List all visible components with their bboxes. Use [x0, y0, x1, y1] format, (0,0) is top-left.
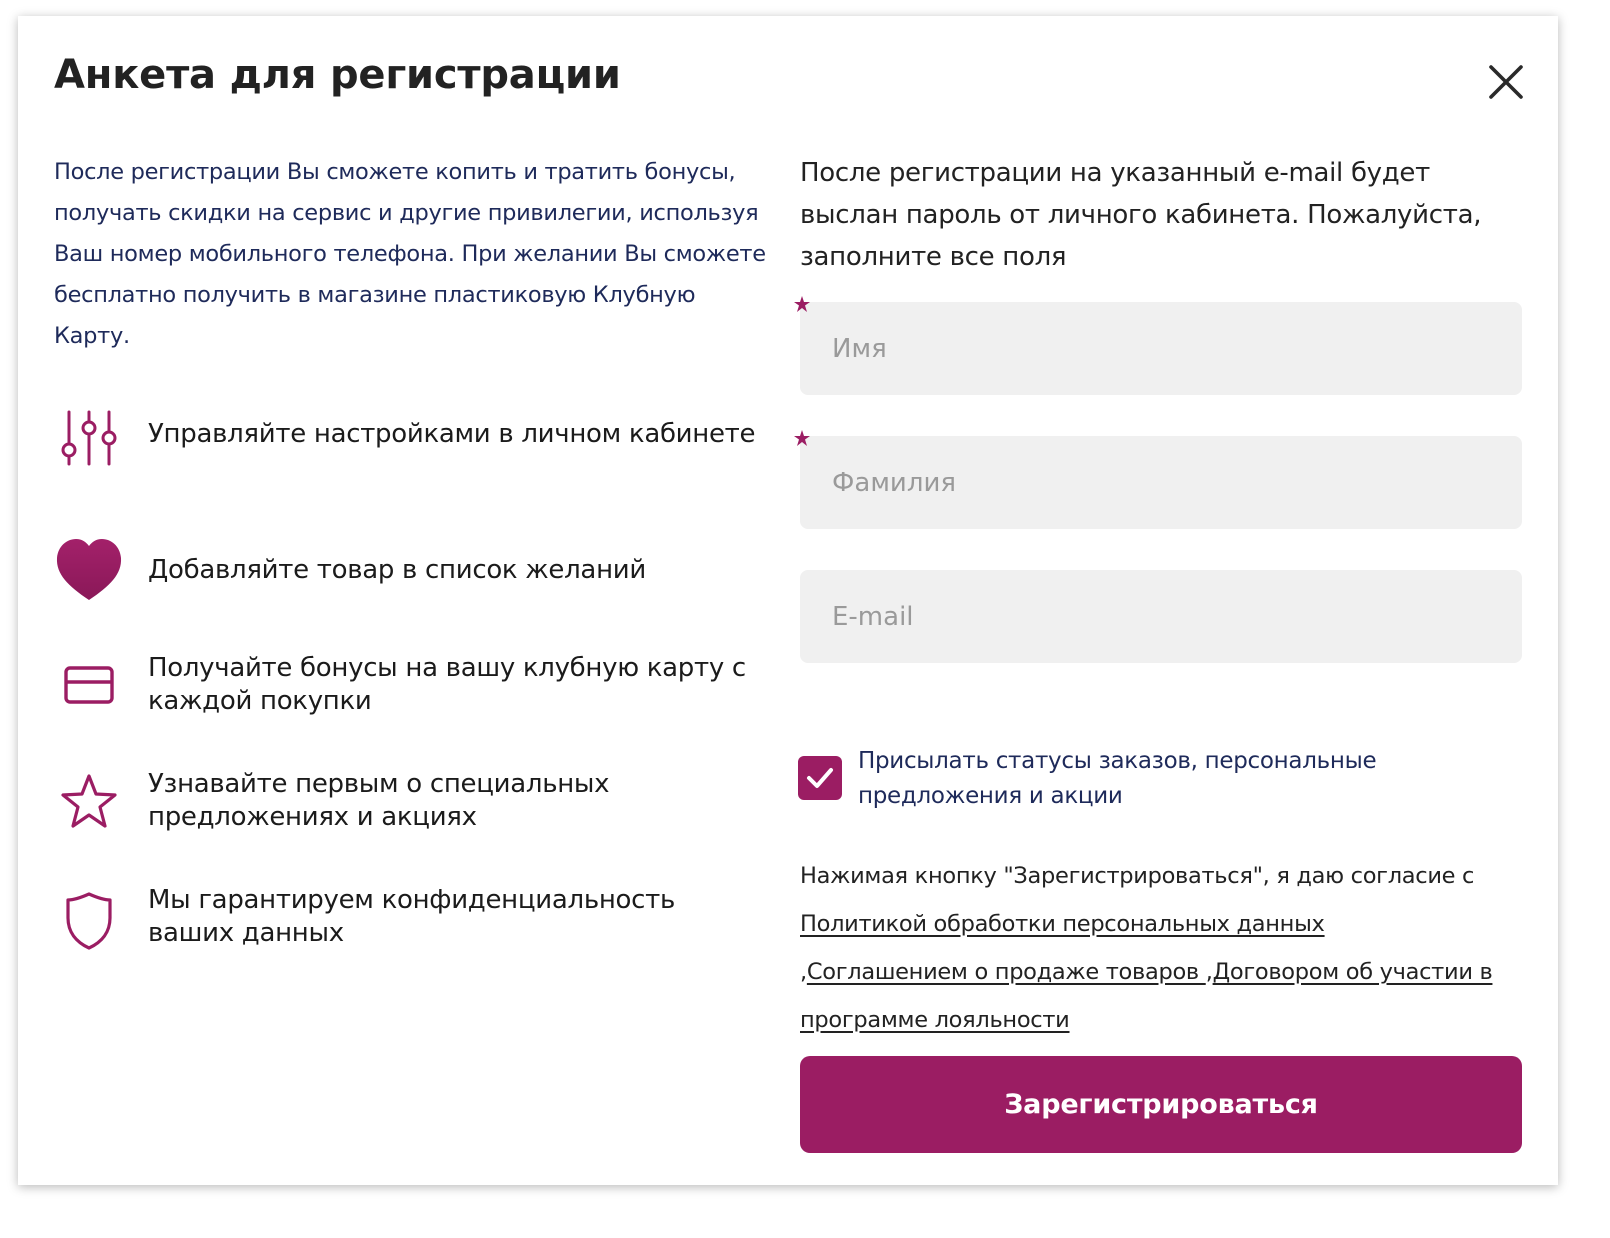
agreement-separator: , — [800, 959, 807, 985]
last-name-input[interactable] — [800, 436, 1522, 529]
email-input[interactable] — [800, 570, 1522, 663]
agreement-separator: , — [1205, 959, 1213, 985]
card-icon — [54, 652, 124, 722]
required-star-icon — [794, 296, 810, 312]
first-name-input[interactable] — [800, 302, 1522, 395]
register-button[interactable]: Зарегистрироваться — [800, 1056, 1522, 1153]
privacy-policy-link[interactable]: Политикой обработки персональных данных — [800, 911, 1325, 937]
heart-icon — [54, 536, 124, 606]
first-name-field-wrapper — [800, 302, 1522, 395]
registration-modal — [18, 16, 1558, 1185]
intro-text: После регистрации Вы сможете копить и тратить бонусы, получать скидки на сервис и другие привилегии, используя Ваш номер мобильного телефона. При желании Вы сможете бесплатно получить в магазине пластиковую Клубную Карту. — [54, 159, 766, 349]
close-icon — [1484, 60, 1528, 104]
benefits-column — [54, 152, 766, 948]
feature-settings — [54, 408, 766, 488]
required-star-icon — [794, 430, 810, 446]
last-name-field-wrapper — [800, 436, 1522, 529]
feature-privacy — [54, 874, 766, 954]
modal-title: Анкета для регистрации — [54, 52, 621, 98]
subscribe-checkbox[interactable] — [798, 756, 842, 800]
email-field-wrapper — [800, 570, 1522, 663]
feature-text: Добавляйте товар в список желаний — [148, 555, 646, 585]
feature-bonus-card — [54, 642, 766, 722]
feature-text: Узнавайте первым о специальных предложениях и акциях — [148, 769, 610, 832]
loyalty-program-link[interactable]: Договором об участии в программе лояльности — [800, 959, 1493, 1033]
close-button[interactable] — [1484, 60, 1528, 104]
form-column — [800, 152, 1522, 1120]
subscribe-consent — [800, 744, 1522, 814]
agreement-prefix: Нажимая кнопку "Зарегистрироваться", я даю согласие с — [800, 863, 1475, 889]
feature-offers — [54, 758, 766, 838]
agreement-text — [800, 852, 1522, 1044]
star-icon — [54, 768, 124, 838]
sales-agreement-link[interactable]: Соглашением о продаже товаров — [806, 959, 1206, 985]
feature-text: Мы гарантируем конфиденциальность ваших данных — [148, 885, 676, 948]
feature-text: Получайте бонусы на вашу клубную карту с каждой покупки — [148, 653, 746, 716]
subscribe-label: Присылать статусы заказов, персональные предложения и акции — [858, 748, 1377, 809]
shield-icon — [54, 886, 124, 956]
sliders-icon — [54, 408, 124, 478]
feature-wishlist — [54, 536, 766, 616]
checkmark-icon — [798, 756, 842, 800]
feature-text: Управляйте настройками в личном кабинете — [148, 419, 756, 449]
password-note: После регистрации на указанный e-mail будет выслан пароль от личного кабинета. Пожалуйста, заполните все поля — [800, 158, 1482, 272]
